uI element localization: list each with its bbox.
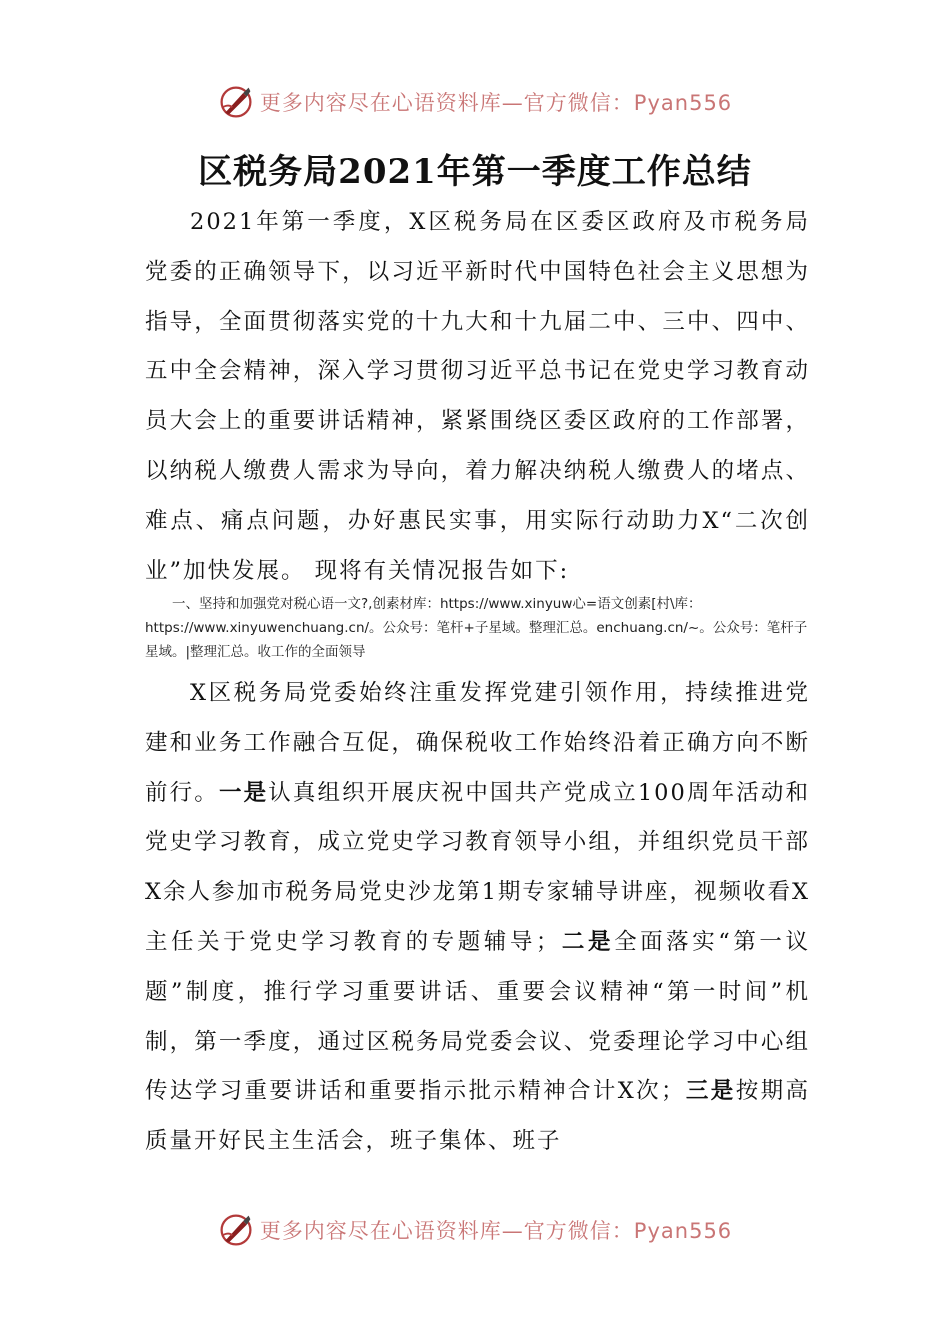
intro-block xyxy=(145,198,810,596)
bold-lead-two: 二是 xyxy=(560,928,615,955)
paragraph-text: X区税务局党委始终注重发挥党建引领作用，持续推进党建和业务工作融合互促，确保税收工作始终沿着正确方向不断前行。 xyxy=(145,680,810,806)
pen-logo-icon xyxy=(218,84,254,120)
bold-lead-three: 三是 xyxy=(685,1078,736,1105)
paragraph-text: 认真组织开展庆祝中国共产党成立100周年活动和党史学习教育，成立党史学习教育领导小组，并组织党员干部X余人参加市税务局党史沙龙第1期专家辅导讲座，视频收看X主任关于党史学习教育的专题辅导； xyxy=(145,779,810,955)
bold-lead-one: 一是 xyxy=(218,779,269,806)
banner-text: 更多内容尽在心语资料库—官方微信：Pyan556 xyxy=(259,1219,733,1243)
section-one-block xyxy=(145,669,810,1167)
section-one-paragraph xyxy=(145,669,810,1167)
page-title: 区税务局2021年第一季度工作总结 xyxy=(198,152,752,192)
header-banner xyxy=(0,82,950,122)
intro-paragraph: 2021年第一季度，X区税务局在区委区政府及市税务局党委的正确领导下，以习近平新时代中国特色社会主义思想为指导，全面贯彻落实党的十九大和十九届二中、三中、四中、五中全会精神，深入学习贯彻习近平总书记在党史学习教育动员大会上的重要讲话精神，紧紧围绕区委区政府的工作部署，以纳税人缴费人需求为导向，着力解决纳税人缴费人的堵点、难点、痛点问题，办好惠民实事，用实际行动助力X“二次创业”加快发展。 现将有关情况报告如下: xyxy=(145,209,810,584)
section-heading: 一、坚持和加强党对税心语一文?,创素材库：https://www.xinyuw心=语文创素[村\库：https://www.xinyuwenchuang.cn/。公众号：笔杆+子星域。整理汇总。enchuang.cn/~。公众号：笔杆子星域。|整理汇总。收工作的全面领导 xyxy=(145,596,808,660)
pen-logo-icon xyxy=(218,1212,254,1248)
banner-text: 更多内容尽在心语资料库—官方微信：Pyan556 xyxy=(259,91,733,115)
footer-banner xyxy=(0,1210,950,1250)
paragraph-text: 按期高质量开好民主生活会，班子集体、班子 xyxy=(145,1078,810,1155)
paragraph-text: 全面落实“第一议题”制度，推行学习重要讲话、重要会议精神“第一时间”机制，第一季度，通过区税务局党委会议、党委理论学习中心组传达学习重要讲话和重要指示批示精神合计X次； xyxy=(145,928,810,1105)
